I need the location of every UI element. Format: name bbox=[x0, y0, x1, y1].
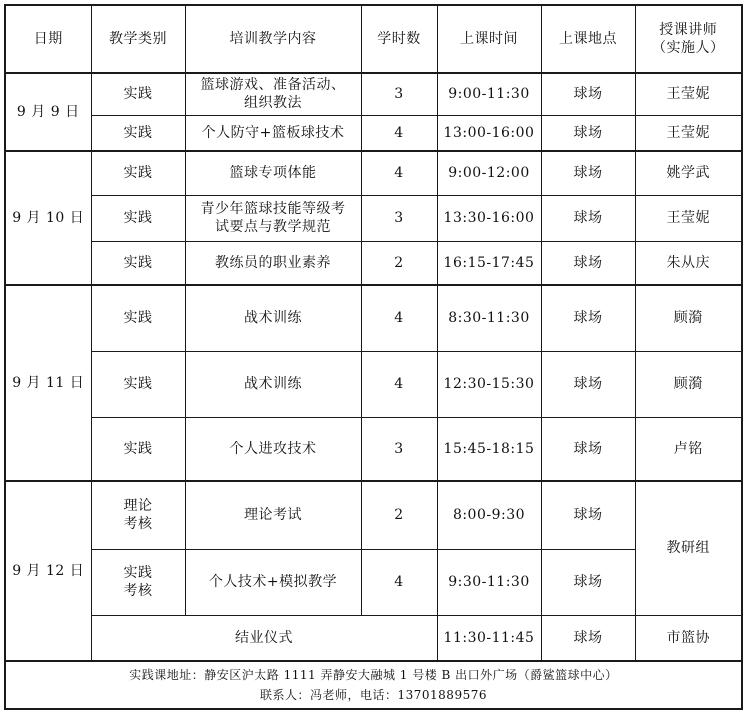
header-content: 培训教学内容 bbox=[185, 5, 361, 73]
contact-note: 联系人：冯老师，电话：13701889576 bbox=[260, 688, 487, 702]
content-cell: 个人技术+模拟教学 bbox=[185, 549, 361, 615]
location-cell: 球场 bbox=[541, 115, 635, 151]
header-date: 日期 bbox=[5, 5, 91, 73]
closing-ceremony-cell: 结业仪式 bbox=[91, 615, 437, 661]
table-row bbox=[5, 351, 742, 417]
hours-cell: 4 bbox=[361, 351, 437, 417]
content-line: 篮球游戏、准备活动、 bbox=[200, 77, 346, 94]
instructor-cell: 王莹妮 bbox=[635, 73, 742, 115]
hours-cell: 3 bbox=[361, 417, 437, 481]
category-line: 考核 bbox=[123, 583, 153, 599]
day-cell: 9 月 12 日 bbox=[5, 481, 91, 661]
table-row bbox=[5, 417, 742, 481]
content-cell: 教练员的职业素养 bbox=[185, 241, 361, 285]
time-cell: 13:30-16:00 bbox=[437, 195, 541, 241]
table-row bbox=[5, 115, 742, 151]
hours-cell: 4 bbox=[361, 151, 437, 195]
time-cell: 11:30-11:45 bbox=[437, 615, 541, 661]
content-line: 青少年篮球技能等级考 bbox=[200, 201, 346, 217]
time-cell: 9:00-12:00 bbox=[437, 151, 541, 195]
header-instructor bbox=[635, 5, 742, 73]
hours-cell: 4 bbox=[361, 285, 437, 351]
hours-cell: 4 bbox=[361, 115, 437, 151]
hours-cell: 3 bbox=[361, 73, 437, 115]
category-cell: 实践 bbox=[91, 351, 185, 417]
category-cell: 实践 bbox=[91, 73, 185, 115]
time-cell: 9:00-11:30 bbox=[437, 73, 541, 115]
location-cell: 球场 bbox=[541, 351, 635, 417]
table-row bbox=[5, 151, 742, 195]
content-cell bbox=[185, 73, 361, 115]
time-cell: 13:00-16:00 bbox=[437, 115, 541, 151]
location-cell: 球场 bbox=[541, 615, 635, 661]
category-cell: 实践 bbox=[91, 151, 185, 195]
category-cell: 实践 bbox=[91, 241, 185, 285]
location-cell: 球场 bbox=[541, 195, 635, 241]
category-cell: 实践 bbox=[91, 195, 185, 241]
instructor-cell: 市篮协 bbox=[635, 615, 742, 661]
day-cell: 9 月 10 日 bbox=[5, 151, 91, 285]
header-instructor-line1: 授课讲师 bbox=[659, 22, 718, 38]
category-line: 考核 bbox=[123, 516, 153, 533]
content-cell bbox=[185, 195, 361, 241]
content-cell: 个人防守+篮板球技术 bbox=[185, 115, 361, 151]
table-row bbox=[5, 481, 742, 549]
category-cell bbox=[91, 549, 185, 615]
time-cell: 8:00-9:30 bbox=[437, 481, 541, 549]
location-cell: 球场 bbox=[541, 241, 635, 285]
location-cell: 球场 bbox=[541, 285, 635, 351]
instructor-cell: 姚学武 bbox=[635, 151, 742, 195]
table-row bbox=[5, 195, 742, 241]
table-row bbox=[5, 615, 742, 661]
hours-cell: 3 bbox=[361, 195, 437, 241]
category-cell bbox=[91, 481, 185, 549]
instructor-cell: 卢铭 bbox=[635, 417, 742, 481]
time-cell: 8:30-11:30 bbox=[437, 285, 541, 351]
content-cell: 个人进攻技术 bbox=[185, 417, 361, 481]
location-cell: 球场 bbox=[541, 151, 635, 195]
footer-row bbox=[5, 661, 742, 709]
category-cell: 实践 bbox=[91, 285, 185, 351]
instructor-cell: 顾漪 bbox=[635, 285, 742, 351]
time-cell: 9:30-11:30 bbox=[437, 549, 541, 615]
instructor-cell: 王莹妮 bbox=[635, 115, 742, 151]
category-line: 实践 bbox=[123, 565, 153, 581]
table-row bbox=[5, 549, 742, 615]
hours-cell: 2 bbox=[361, 241, 437, 285]
header-instructor-line2: （实施人） bbox=[652, 40, 725, 56]
table-row bbox=[5, 285, 742, 351]
instructor-cell: 王莹妮 bbox=[635, 195, 742, 241]
content-line: 组织教法 bbox=[244, 95, 302, 112]
address-note: 实践课地址：静安区沪太路 1111 弄静安大融城 1 号楼 B 出口外广场（爵鲨篮球中心） bbox=[129, 668, 618, 682]
instructor-cell: 朱从庆 bbox=[635, 241, 742, 285]
header-location: 上课地点 bbox=[541, 5, 635, 73]
instructor-cell: 教研组 bbox=[635, 481, 742, 615]
time-cell: 15:45-18:15 bbox=[437, 417, 541, 481]
location-cell: 球场 bbox=[541, 549, 635, 615]
hours-cell: 2 bbox=[361, 481, 437, 549]
location-cell: 球场 bbox=[541, 417, 635, 481]
table-row bbox=[5, 241, 742, 285]
table-row bbox=[5, 73, 742, 115]
day-cell: 9 月 11 日 bbox=[5, 285, 91, 481]
content-cell: 理论考试 bbox=[185, 481, 361, 549]
content-cell: 篮球专项体能 bbox=[185, 151, 361, 195]
instructor-cell: 顾漪 bbox=[635, 351, 742, 417]
content-cell: 战术训练 bbox=[185, 351, 361, 417]
footer-note bbox=[5, 661, 742, 709]
category-cell: 实践 bbox=[91, 417, 185, 481]
header-row bbox=[5, 5, 742, 73]
location-cell: 球场 bbox=[541, 481, 635, 549]
time-cell: 16:15-17:45 bbox=[437, 241, 541, 285]
header-hours: 学时数 bbox=[361, 5, 437, 73]
header-time: 上课时间 bbox=[437, 5, 541, 73]
content-cell: 战术训练 bbox=[185, 285, 361, 351]
header-category: 教学类别 bbox=[91, 5, 185, 73]
category-cell: 实践 bbox=[91, 115, 185, 151]
category-line: 理论 bbox=[123, 498, 153, 515]
day-cell: 9 月 9 日 bbox=[5, 73, 91, 151]
training-schedule-table bbox=[4, 4, 743, 710]
content-line: 试要点与教学规范 bbox=[215, 219, 331, 235]
time-cell: 12:30-15:30 bbox=[437, 351, 541, 417]
hours-cell: 4 bbox=[361, 549, 437, 615]
location-cell: 球场 bbox=[541, 73, 635, 115]
